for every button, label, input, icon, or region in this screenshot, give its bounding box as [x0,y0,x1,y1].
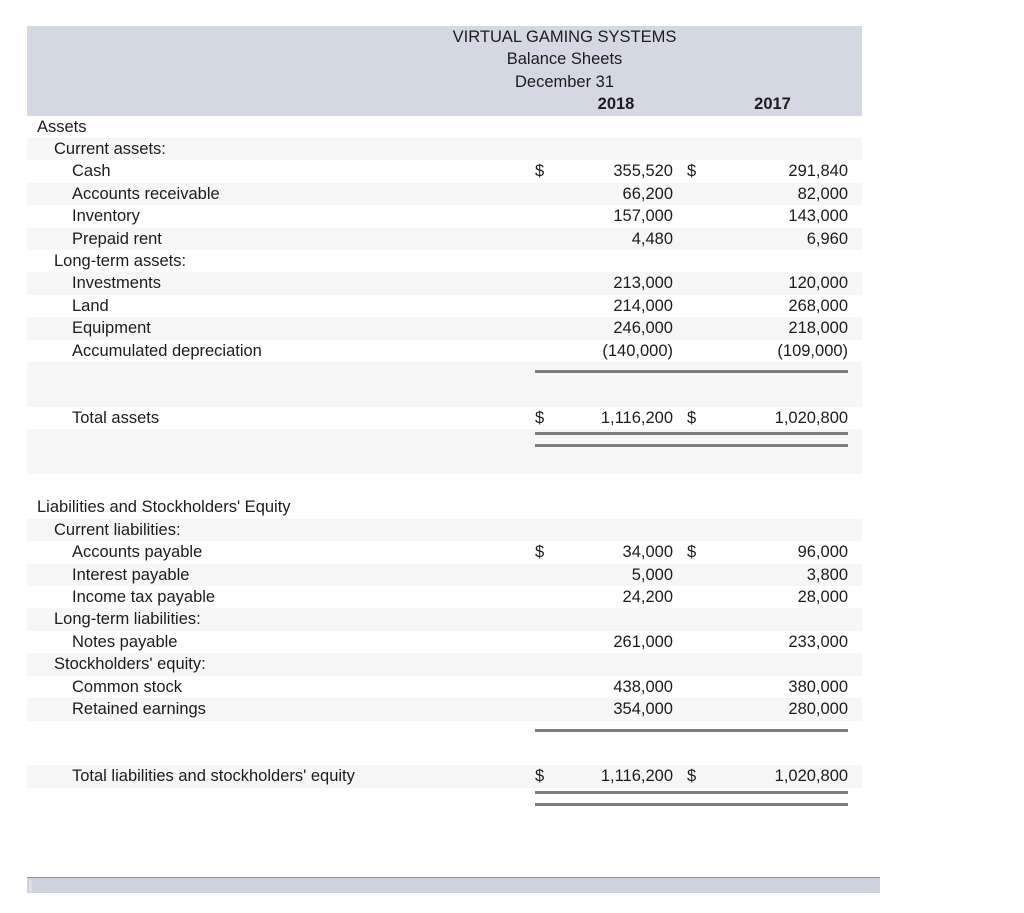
table-row [27,631,862,653]
year-2018-currency-spacer [535,93,559,115]
year-2017-currency-spacer [687,93,711,115]
accounts-receivable-value-2017: 82,000 [711,183,862,205]
liabilities-equity-heading-val1 [559,496,687,518]
row-label-accounts-payable: Accounts payable [27,541,535,563]
current-liabilities-heading-val1 [559,519,687,541]
accounts-receivable-value-2018: 66,200 [559,183,687,205]
current-assets-heading-cur2 [687,138,711,160]
subtotal-rule-liabilities-label-spacer [27,721,535,743]
table-row [27,160,862,182]
current-liabilities-heading-cur1 [535,519,559,541]
assets-heading-val1 [559,116,687,138]
row-label-prepaid-rent: Prepaid rent [27,228,535,250]
cash-currency-2017: $ [687,160,711,182]
spacer-row [27,743,862,765]
current-assets-heading-val2 [711,138,862,160]
section-heading-current-liabilities [27,519,862,541]
accounts-payable-value-2017: 96,000 [711,541,862,563]
table-row [27,272,862,294]
subtotal-rule-liabilities-line [535,721,862,743]
column-header-row [27,93,862,115]
report-title-row [27,26,862,48]
table-row [27,564,862,586]
subtotal-rule-assets-label-spacer [27,362,535,384]
total-liabilities-equity-value-2017: 1,020,800 [711,765,862,787]
long-term-assets-heading-cur1 [535,250,559,272]
table-row [27,586,862,608]
grand-total-rule-liabilities-label-spacer [27,788,535,810]
company-name: VIRTUAL GAMING SYSTEMS [27,26,862,48]
liabilities-equity-heading-cur1 [535,496,559,518]
table-row [27,541,862,563]
section-heading-stockholders-equity [27,653,862,675]
notes-payable-currency-2017 [687,631,711,653]
spacer-cell [27,474,862,496]
row-label-interest-payable: Interest payable [27,564,535,586]
table-row [27,205,862,227]
equipment-value-2017: 218,000 [711,317,862,339]
current-liabilities-heading-label: Current liabilities: [27,519,535,541]
row-label-inventory: Inventory [27,205,535,227]
row-label-total-assets: Total assets [27,407,535,429]
spacer-row [27,452,862,474]
row-label-total-liabilities-equity: Total liabilities and stockholders' equity [27,765,535,787]
row-label-cash: Cash [27,160,535,182]
current-assets-heading-label: Current assets: [27,138,535,160]
prepaid-rent-value-2018: 4,480 [559,228,687,250]
table-row [27,228,862,250]
horizontal-scrollbar[interactable] [27,877,880,893]
inventory-value-2017: 143,000 [711,205,862,227]
long-term-assets-heading-cur2 [687,250,711,272]
long-term-liabilities-heading-val1 [559,608,687,630]
interest-payable-currency-2018 [535,564,559,586]
retained-earnings-value-2018: 354,000 [559,698,687,720]
stockholders-equity-heading-val1 [559,653,687,675]
rule-line-upper [535,432,848,435]
investments-value-2017: 120,000 [711,272,862,294]
row-label-equipment: Equipment [27,317,535,339]
notes-payable-value-2017: 233,000 [711,631,862,653]
subtotal-rule-assets [27,362,862,384]
spacer-cell [27,452,862,474]
common-stock-currency-2018 [535,676,559,698]
row-label-common-stock: Common stock [27,676,535,698]
inventory-value-2018: 157,000 [559,205,687,227]
spacer-cell [27,384,862,406]
investments-currency-2018 [535,272,559,294]
income-tax-payable-value-2017: 28,000 [711,586,862,608]
balance-sheet-document [27,26,862,832]
income-tax-payable-currency-2018 [535,586,559,608]
section-heading-current-assets [27,138,862,160]
income-tax-payable-currency-2017 [687,586,711,608]
inventory-currency-2018 [535,205,559,227]
current-assets-heading-cur1 [535,138,559,160]
total-assets-value-2018: 1,116,200 [559,407,687,429]
section-heading-liabilities-equity [27,496,862,518]
statement-name: Balance Sheets [27,48,862,70]
liabilities-equity-heading-label: Liabilities and Stockholders' Equity [27,496,535,518]
equipment-currency-2018 [535,317,559,339]
column-header-year-2017: 2017 [711,93,862,115]
scrollbar-thumb[interactable] [29,880,32,891]
table-row [27,676,862,698]
row-label-notes-payable: Notes payable [27,631,535,653]
interest-payable-value-2017: 3,800 [711,564,862,586]
long-term-assets-heading-val1 [559,250,687,272]
report-subtitle-row [27,48,862,70]
interest-payable-currency-2017 [687,564,711,586]
accounts-receivable-currency-2018 [535,183,559,205]
accumulated-depreciation-currency-2018 [535,340,559,362]
subtotal-rule-assets-line [535,362,862,384]
long-term-liabilities-heading-cur2 [687,608,711,630]
common-stock-currency-2017 [687,676,711,698]
assets-heading-val2 [711,116,862,138]
long-term-assets-heading-label: Long-term assets: [27,250,535,272]
row-label-retained-earnings: Retained earnings [27,698,535,720]
liabilities-equity-heading-cur2 [687,496,711,518]
income-tax-payable-value-2018: 24,200 [559,586,687,608]
rule-line-lower [535,803,848,806]
accumulated-depreciation-value-2017: (109,000) [711,340,862,362]
column-header-spacer [27,93,535,115]
table-row [27,340,862,362]
land-currency-2018 [535,295,559,317]
total-liabilities-equity-value-2018: 1,116,200 [559,765,687,787]
grand-total-rule-assets-lines [535,429,862,451]
total-liabilities-equity-currency-2017: $ [687,765,711,787]
accounts-payable-currency-2018: $ [535,541,559,563]
retained-earnings-currency-2017 [687,698,711,720]
current-assets-heading-val1 [559,138,687,160]
retained-earnings-currency-2018 [535,698,559,720]
assets-heading-label: Assets [27,116,535,138]
table-row [27,317,862,339]
grand-total-rule-liabilities-lines [535,788,862,810]
cash-value-2017: 291,840 [711,160,862,182]
spacer-row [27,474,862,496]
section-heading-assets [27,116,862,138]
statement-period: December 31 [27,71,862,93]
row-label-income-tax-payable: Income tax payable [27,586,535,608]
balance-sheet-table [27,26,862,832]
interest-payable-value-2018: 5,000 [559,564,687,586]
row-label-accounts-receivable: Accounts receivable [27,183,535,205]
long-term-liabilities-heading-label: Long-term liabilities: [27,608,535,630]
spacer-cell [27,810,862,832]
accounts-receivable-currency-2017 [687,183,711,205]
notes-payable-value-2018: 261,000 [559,631,687,653]
column-header-year-2018: 2018 [559,93,687,115]
total-assets-row [27,407,862,429]
row-label-investments: Investments [27,272,535,294]
stockholders-equity-heading-cur1 [535,653,559,675]
accounts-payable-value-2018: 34,000 [559,541,687,563]
section-heading-long-term-liabilities [27,608,862,630]
stockholders-equity-heading-val2 [711,653,862,675]
rule-line [535,729,848,732]
section-heading-long-term-assets [27,250,862,272]
land-currency-2017 [687,295,711,317]
total-liabilities-equity-currency-2018: $ [535,765,559,787]
rule-line-lower [535,444,848,447]
equipment-value-2018: 246,000 [559,317,687,339]
investments-currency-2017 [687,272,711,294]
rule-line-upper [535,791,848,794]
total-liabilities-equity-row [27,765,862,787]
cash-value-2018: 355,520 [559,160,687,182]
row-label-accumulated-depreciation: Accumulated depreciation [27,340,535,362]
current-liabilities-heading-cur2 [687,519,711,541]
accounts-payable-currency-2017: $ [687,541,711,563]
investments-value-2018: 213,000 [559,272,687,294]
spacer-row [27,384,862,406]
spacer-cell [27,743,862,765]
long-term-liabilities-heading-val2 [711,608,862,630]
subtotal-rule-liabilities-equity [27,721,862,743]
total-assets-currency-2017: $ [687,407,711,429]
grand-total-rule-assets [27,429,862,451]
long-term-assets-heading-val2 [711,250,862,272]
land-value-2018: 214,000 [559,295,687,317]
rule-line [535,370,848,373]
stockholders-equity-heading-cur2 [687,653,711,675]
table-row [27,295,862,317]
assets-heading-cur1 [535,116,559,138]
inventory-currency-2017 [687,205,711,227]
row-label-land: Land [27,295,535,317]
common-stock-value-2017: 380,000 [711,676,862,698]
accumulated-depreciation-currency-2017 [687,340,711,362]
grand-total-rule-assets-label-spacer [27,429,535,451]
assets-heading-cur2 [687,116,711,138]
prepaid-rent-currency-2017 [687,228,711,250]
spacer-row [27,810,862,832]
accumulated-depreciation-value-2018: (140,000) [559,340,687,362]
equipment-currency-2017 [687,317,711,339]
land-value-2017: 268,000 [711,295,862,317]
liabilities-equity-heading-val2 [711,496,862,518]
prepaid-rent-currency-2018 [535,228,559,250]
total-assets-currency-2018: $ [535,407,559,429]
common-stock-value-2018: 438,000 [559,676,687,698]
retained-earnings-value-2017: 280,000 [711,698,862,720]
stockholders-equity-heading-label: Stockholders' equity: [27,653,535,675]
table-row [27,698,862,720]
long-term-liabilities-heading-cur1 [535,608,559,630]
current-liabilities-heading-val2 [711,519,862,541]
notes-payable-currency-2018 [535,631,559,653]
grand-total-rule-liabilities-equity [27,788,862,810]
total-assets-value-2017: 1,020,800 [711,407,862,429]
report-period-row [27,71,862,93]
cash-currency-2018: $ [535,160,559,182]
table-row [27,183,862,205]
prepaid-rent-value-2017: 6,960 [711,228,862,250]
